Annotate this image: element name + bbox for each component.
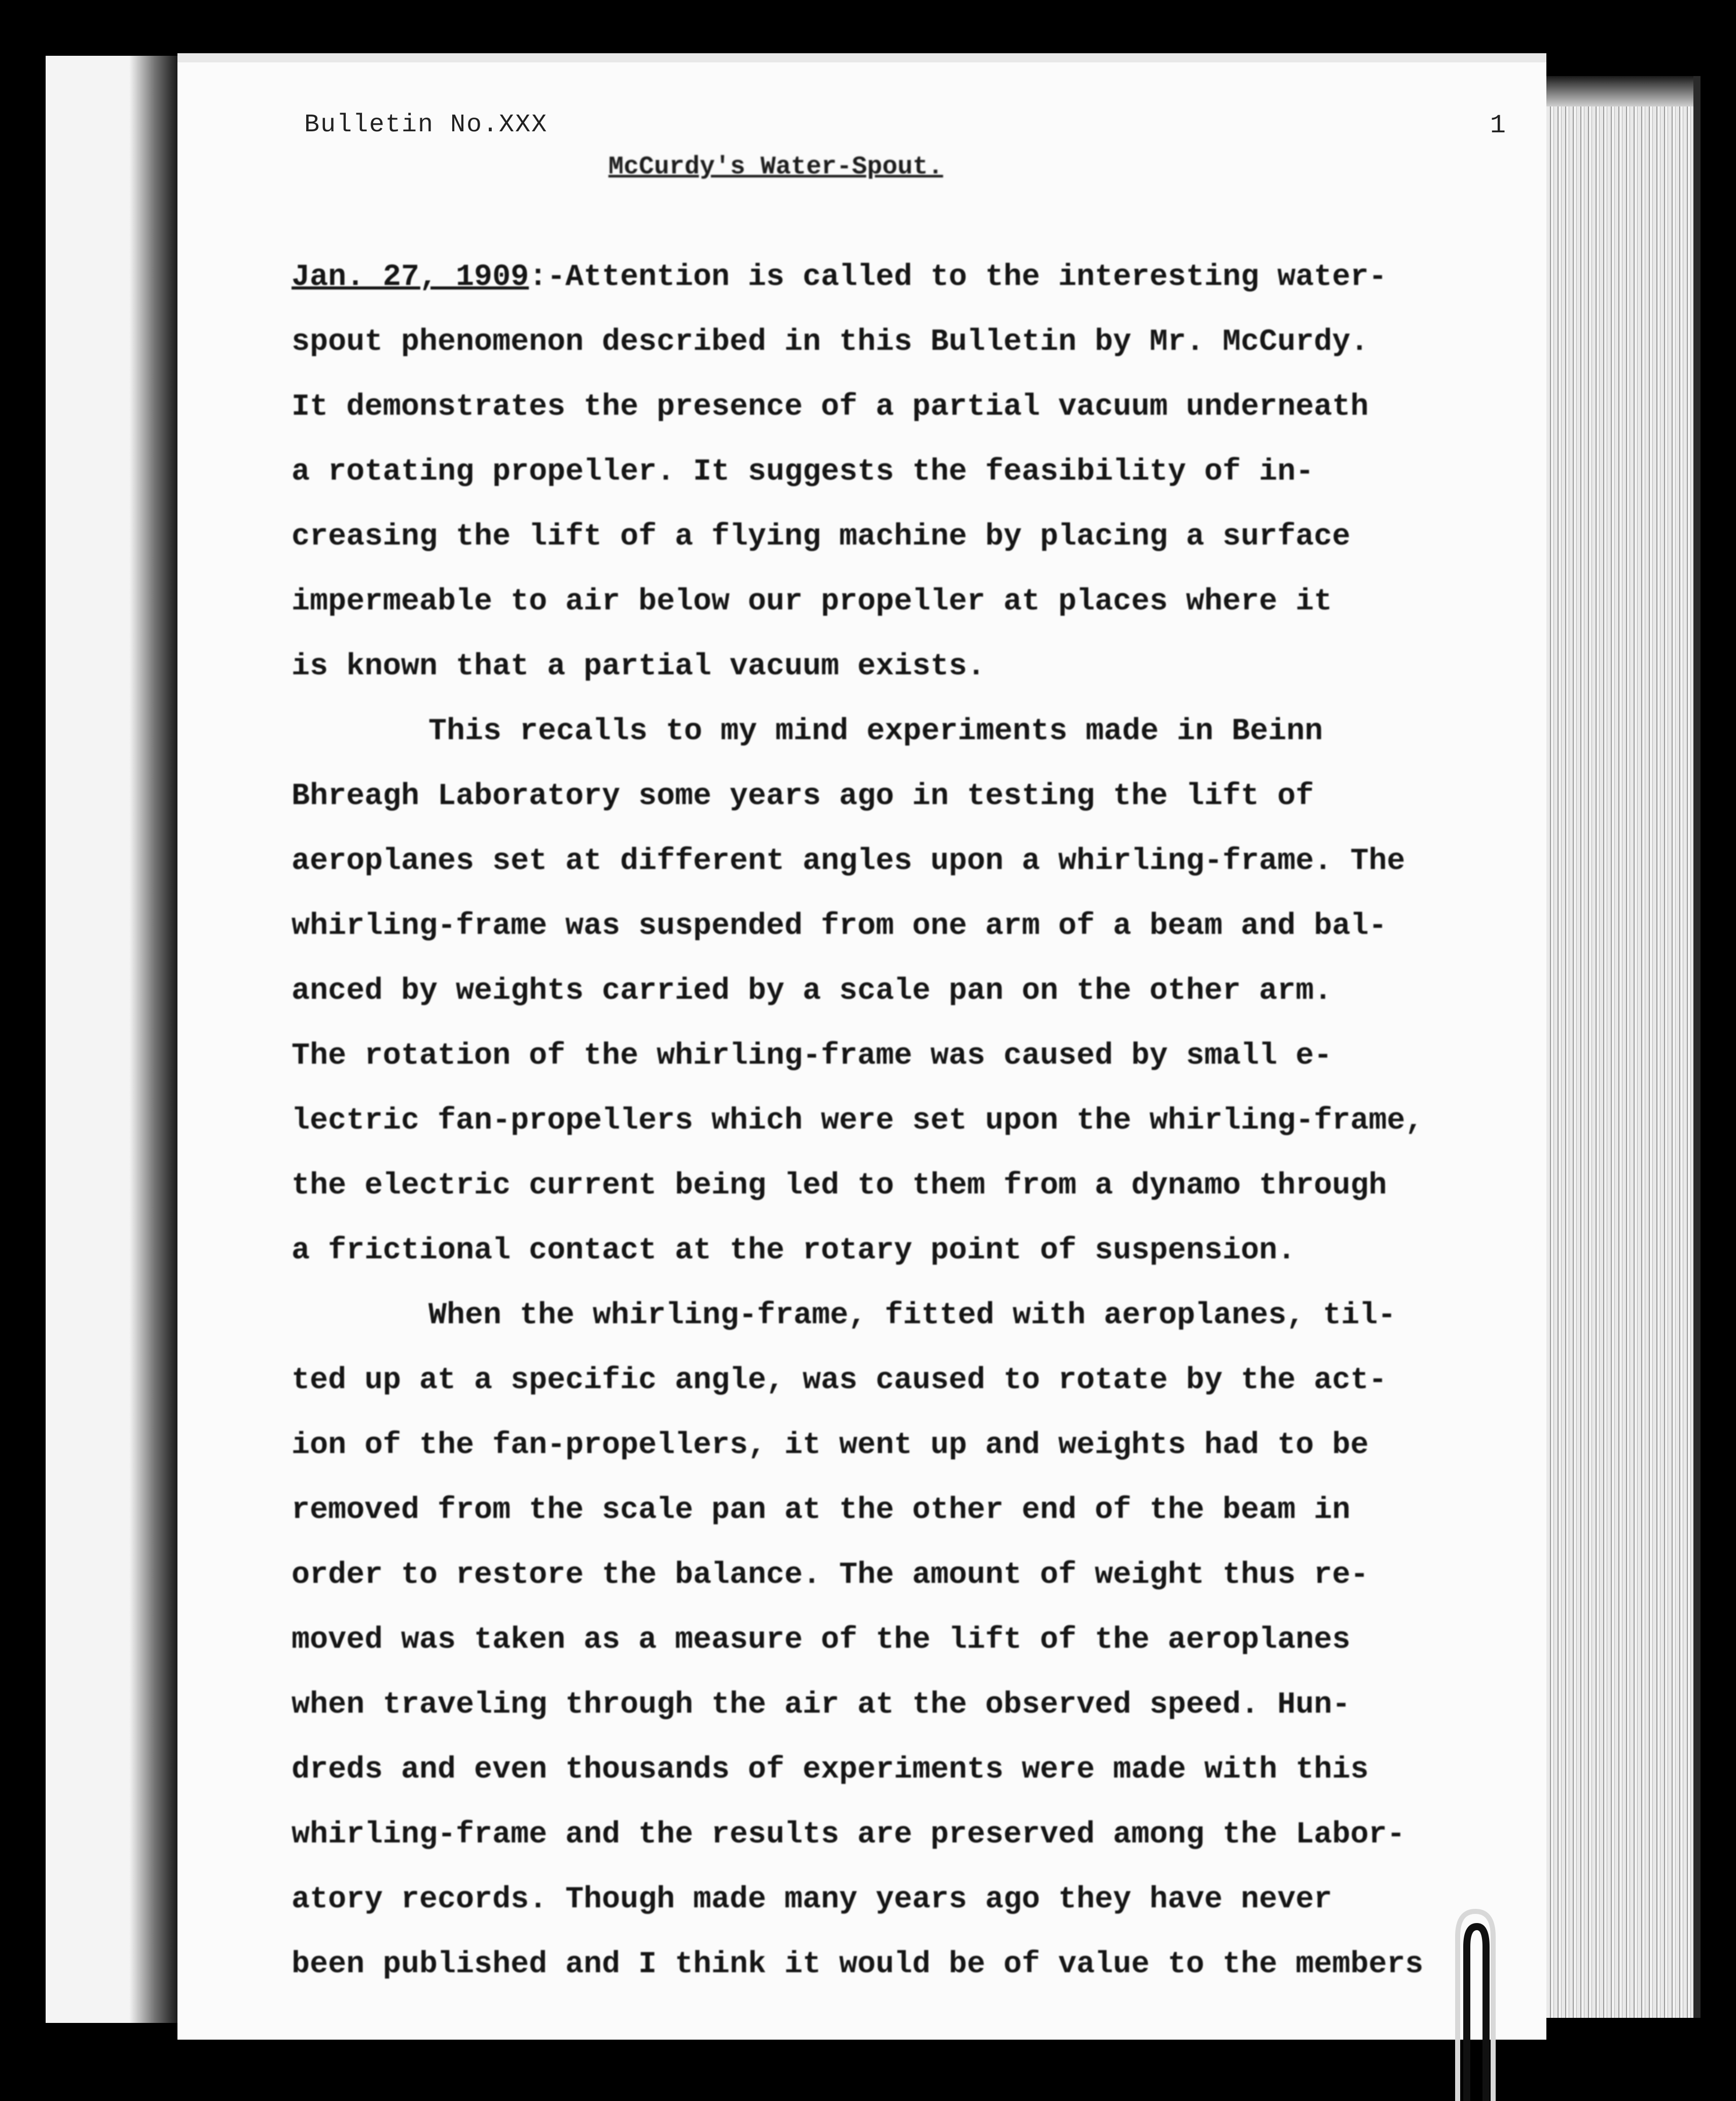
text-line: order to restore the balance. The amount of weight thus re- <box>292 1558 1369 1592</box>
text-line: removed from the scale pan at the other end of the beam in <box>292 1493 1351 1528</box>
binder-clip-icon <box>1437 1906 1498 2101</box>
text-line: atory records. Though made many years ago they have never <box>292 1882 1332 1917</box>
bulletin-header: Bulletin No.XXX <box>304 111 548 139</box>
text-line: lectric fan-propellers which were set upon the whirling-frame, <box>292 1104 1424 1138</box>
text-line: This recalls to my mind experiments made in Beinn <box>428 714 1323 749</box>
text-line: When the whirling-frame, fitted with aeroplanes, til- <box>428 1298 1396 1333</box>
text-line: The rotation of the whirling-frame was caused by small e- <box>292 1039 1332 1073</box>
text-line: been published and I think it would be of value to the members <box>292 1947 1424 1982</box>
typewritten-text <box>177 62 1546 2040</box>
text-line: when traveling through the air at the observed speed. Hun- <box>292 1688 1351 1722</box>
document-page <box>177 53 1546 2040</box>
text-line: is known that a partial vacuum exists. <box>292 649 986 684</box>
text-line: the electric current being led to them from a dynamo through <box>292 1169 1387 1203</box>
text-line: dreds and even thousands of experiments were made with this <box>292 1753 1369 1787</box>
page-number: 1 <box>1490 111 1506 140</box>
text-line: spout phenomenon described in this Bulletin by Mr. McCurdy. <box>292 325 1369 359</box>
text-line: ted up at a specific angle, was caused to rotate by the act- <box>292 1363 1387 1398</box>
entry-date: Jan. 27, 1909 <box>292 260 529 295</box>
text-line: ion of the fan-propellers, it went up and weights had to be <box>292 1428 1369 1463</box>
text-line: It demonstrates the presence of a partial vacuum underneath <box>292 390 1369 424</box>
text-line: whirling-frame was suspended from one arm of a beam and bal- <box>292 909 1387 944</box>
text-line: a rotating propeller. It suggests the feasibility of in- <box>292 455 1314 489</box>
book-cover-edge <box>1693 76 1701 2018</box>
text-line: anced by weights carried by a scale pan on the other arm. <box>292 974 1332 1008</box>
document-body <box>292 245 1503 1997</box>
text-line: whirling-frame and the results are preserved among the Labor- <box>292 1818 1405 1852</box>
binding-shadow <box>129 56 177 2023</box>
text-line-rest: :-Attention is called to the interesting water- <box>529 260 1387 295</box>
text-line: Bhreagh Laboratory some years ago in testing the lift of <box>292 779 1314 814</box>
text-line: creasing the lift of a flying machine by placing a surface <box>292 520 1351 554</box>
text-line <box>292 245 1503 310</box>
text-line: impermeable to air below our propeller at places where it <box>292 585 1332 619</box>
stacked-page-edges <box>1546 76 1698 2018</box>
text-line: aeroplanes set at different angles upon a whirling-frame. The <box>292 844 1405 879</box>
text-line: moved was taken as a measure of the lift of the aeroplanes <box>292 1623 1351 1657</box>
text-line: a frictional contact at the rotary point of suspension. <box>292 1234 1296 1268</box>
page-title: McCurdy's Water-Spout. <box>608 153 944 182</box>
page-edges-top-shadow <box>1546 76 1698 106</box>
